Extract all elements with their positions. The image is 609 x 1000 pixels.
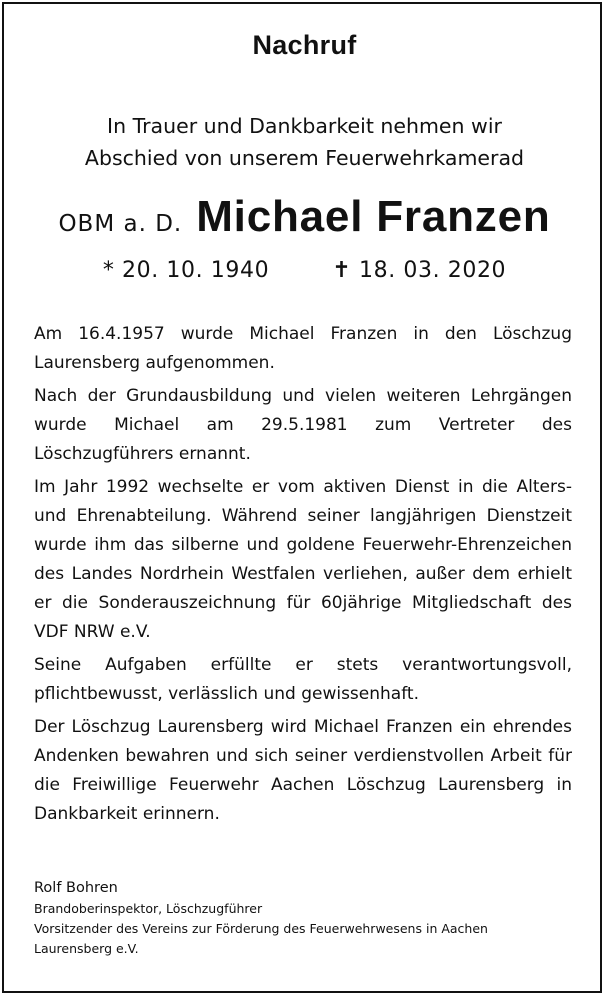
signatory-org-line-1: Vorsitzender des Vereins zur Förderung des Feuerwehrwesens in Aachen [34,921,488,936]
body-paragraph-3: Im Jahr 1992 wechselte er vom aktiven Dienst in die Alters- und Ehrenabteilung. Während seiner langjährigen Dienstzeit wurde ihm das silberne und goldene Feuerwehr-Ehrenzeichen des Landes Nordrhein Westfalen verliehen, außer dem erhielt er die Sonderauszeichnung für 60jährige Mitgliedschaft des VDF NRW e.V. [34,477,572,642]
signatory-name: Rolf Bohren [34,880,118,896]
intro-line-1: In Trauer und Dankbarkeit nehmen wir [107,114,502,138]
deceased-rank: OBM a. D. [58,211,183,237]
signature-block [34,877,579,959]
birth-date: * 20. 10. 1940 [102,258,270,283]
signatory-org-line-2: Laurensberg e.V. [34,941,139,956]
death-date: ✝ 18. 03. 2020 [332,258,507,283]
body-paragraph-4: Seine Aufgaben erfüllte er stets verantwortungsvoll, pflichtbewusst, verlässlich und gewissenhaft. [34,655,572,704]
body-paragraph-1: Am 16.4.1957 wurde Michael Franzen in den Löschzug Laurensberg aufgenommen. [34,324,572,373]
body-paragraph-2: Nach der Grundausbildung und vielen weiteren Lehrgängen wurde Michael am 29.5.1981 zum Vertreter des Löschzugführers ernannt. [34,386,572,464]
intro-text [0,110,609,174]
life-dates [0,258,609,283]
notice-title: Nachruf [252,30,357,60]
body-paragraph-5: Der Löschzug Laurensberg wird Michael Franzen ein ehrendes Andenken bewahren und sich seiner verdienstvollen Arbeit für die Freiwillige Feuerwehr Aachen Löschzug Laurensberg in Dankbarkeit erinnern. [34,717,572,824]
signatory-role: Brandoberinspektor, Löschzugführer [34,901,263,916]
obituary-body [34,320,572,833]
deceased-name-line [0,192,609,242]
deceased-name: Michael Franzen [196,192,551,241]
intro-line-2: Abschied von unserem Feuerwehrkamerad [84,146,525,170]
